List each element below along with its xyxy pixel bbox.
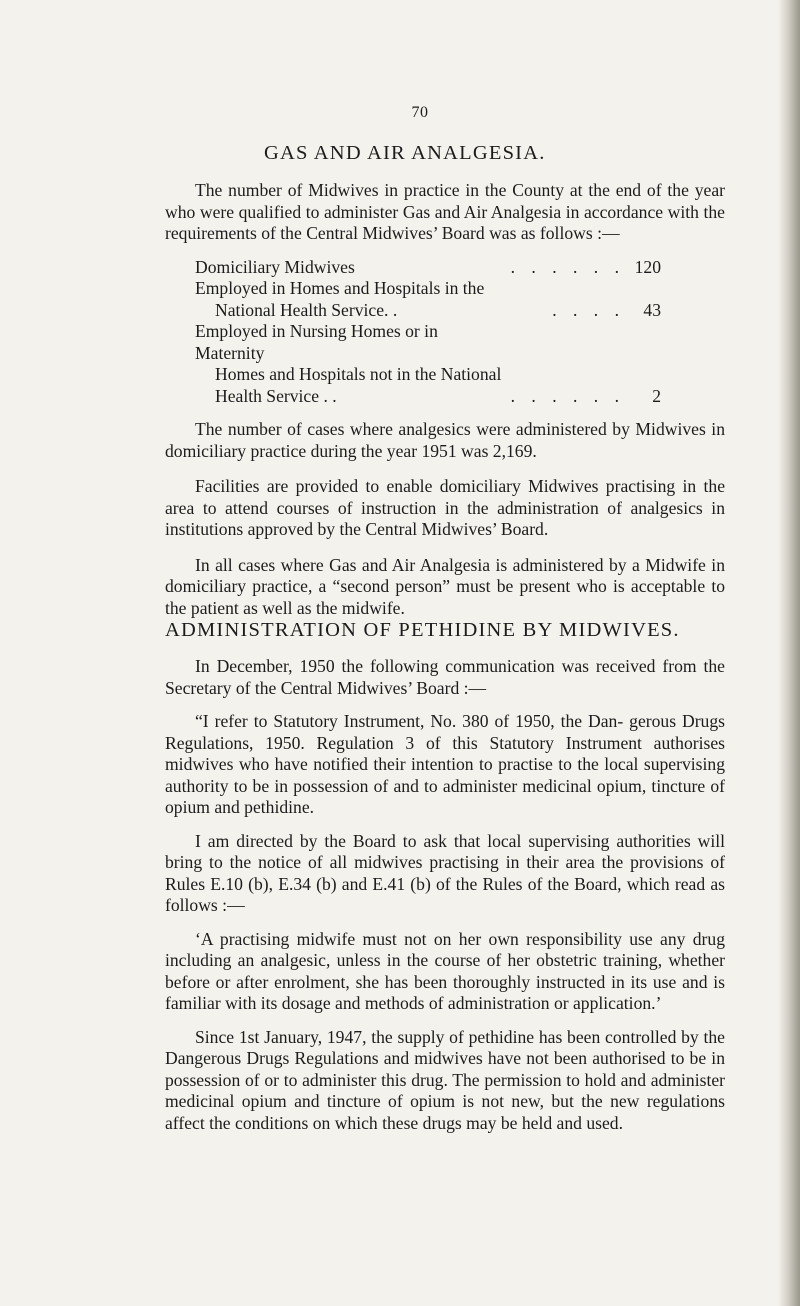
list-item-label-continued: Homes and Hospitals not in the National Health Service . . [215,364,502,406]
section-heading-gas-air-analgesia: GAS AND AIR ANALGESIA. [264,142,546,164]
paragraph-refer: “I refer to Statutory Instrument, No. 380 of 1950, the Dan- gerous Drugs Regulations, 1950. Regulation 3 of this Statutory Instrument authorises midwives who have notified their intention to practise to the local supervising authority to be in possession of and to administer medicinal opium, tincture of opium and pethidine. [165,711,725,817]
list-item-label: Employed in Homes and Hospitals in the [195,278,485,298]
section-heading-pethidine: ADMINISTRATION OF PETHIDINE BY MIDWIVES. [165,619,680,641]
list-item-value: 43 [643,299,661,320]
list-item-label: Employed in Nursing Homes or in Maternity [195,321,438,363]
paragraph-facilities: Facilities are provided to enable domiciliary Midwives practising in the area to attend courses of instruction in the administration of analgesics in institutions approved by the Central Midwives’ Board. [165,476,725,539]
list-item-label-continued: National Health Service. . [215,299,398,320]
paragraph-cases: The number of cases where analgesics were administered by Midwives in domiciliary practice during the year 1951 was 2,169. [165,419,725,461]
paragraph-communication: In December, 1950 the following communication was received from the Secretary of the Central Midwives’ Board :— [165,656,725,698]
page-number: 70 [411,104,429,121]
paragraph-directed: I am directed by the Board to ask that local supervising authorities will bring to the notice of all midwives practising in their area the provisions of Rules E.10 (b), E.34 (b) and E.41 (b) of the Rules of the Board, which read as follows :— [165,830,725,915]
list-item [195,321,661,407]
list-item [195,278,661,321]
paragraph-rule-quote: ‘A practising midwife must not on her own responsibility use any drug including an analgesic, unless in the course of her obstetric training, whether before or after enrolment, she has been thoroughly instructed in its use and is familiar with its dosage and methods of administration or application.’ [165,928,725,1013]
leader-dots: . . . . [552,299,625,320]
paragraph-intro: The number of Midwives in practice in the County at the end of the year who were qualified to administer Gas and Air Analgesia in accordance with the requirements of the Central Midwives’ Board was as follows :— [165,180,725,243]
page-edge-shadow [778,0,800,1306]
page-content [165,138,725,1134]
list-item-label: Domiciliary Midwives [195,256,355,277]
leader-dots: . . . . . . [510,256,625,277]
paragraph-since: Since 1st January, 1947, the supply of pethidine has been controlled by the Dangerous Drugs Regulations and midwives have not been authorised to be in possession of or to administer this drug. The permission to hold and administer medicinal opium and tincture of opium is not new, but the new regulations affect the conditions on which these drugs may be held and used. [165,1026,725,1133]
list-item [195,257,661,279]
list-item-value: 2 [652,385,661,406]
midwife-counts-list [195,257,661,408]
list-item-value: 120 [634,256,661,277]
paragraph-second-person: In all cases where Gas and Air Analgesia is administered by a Midwife in domiciliary practice, a “second person” must be present who is acceptable to the patient as well as the midwife. [165,554,725,618]
leader-dots: . . . . . . [510,385,625,406]
